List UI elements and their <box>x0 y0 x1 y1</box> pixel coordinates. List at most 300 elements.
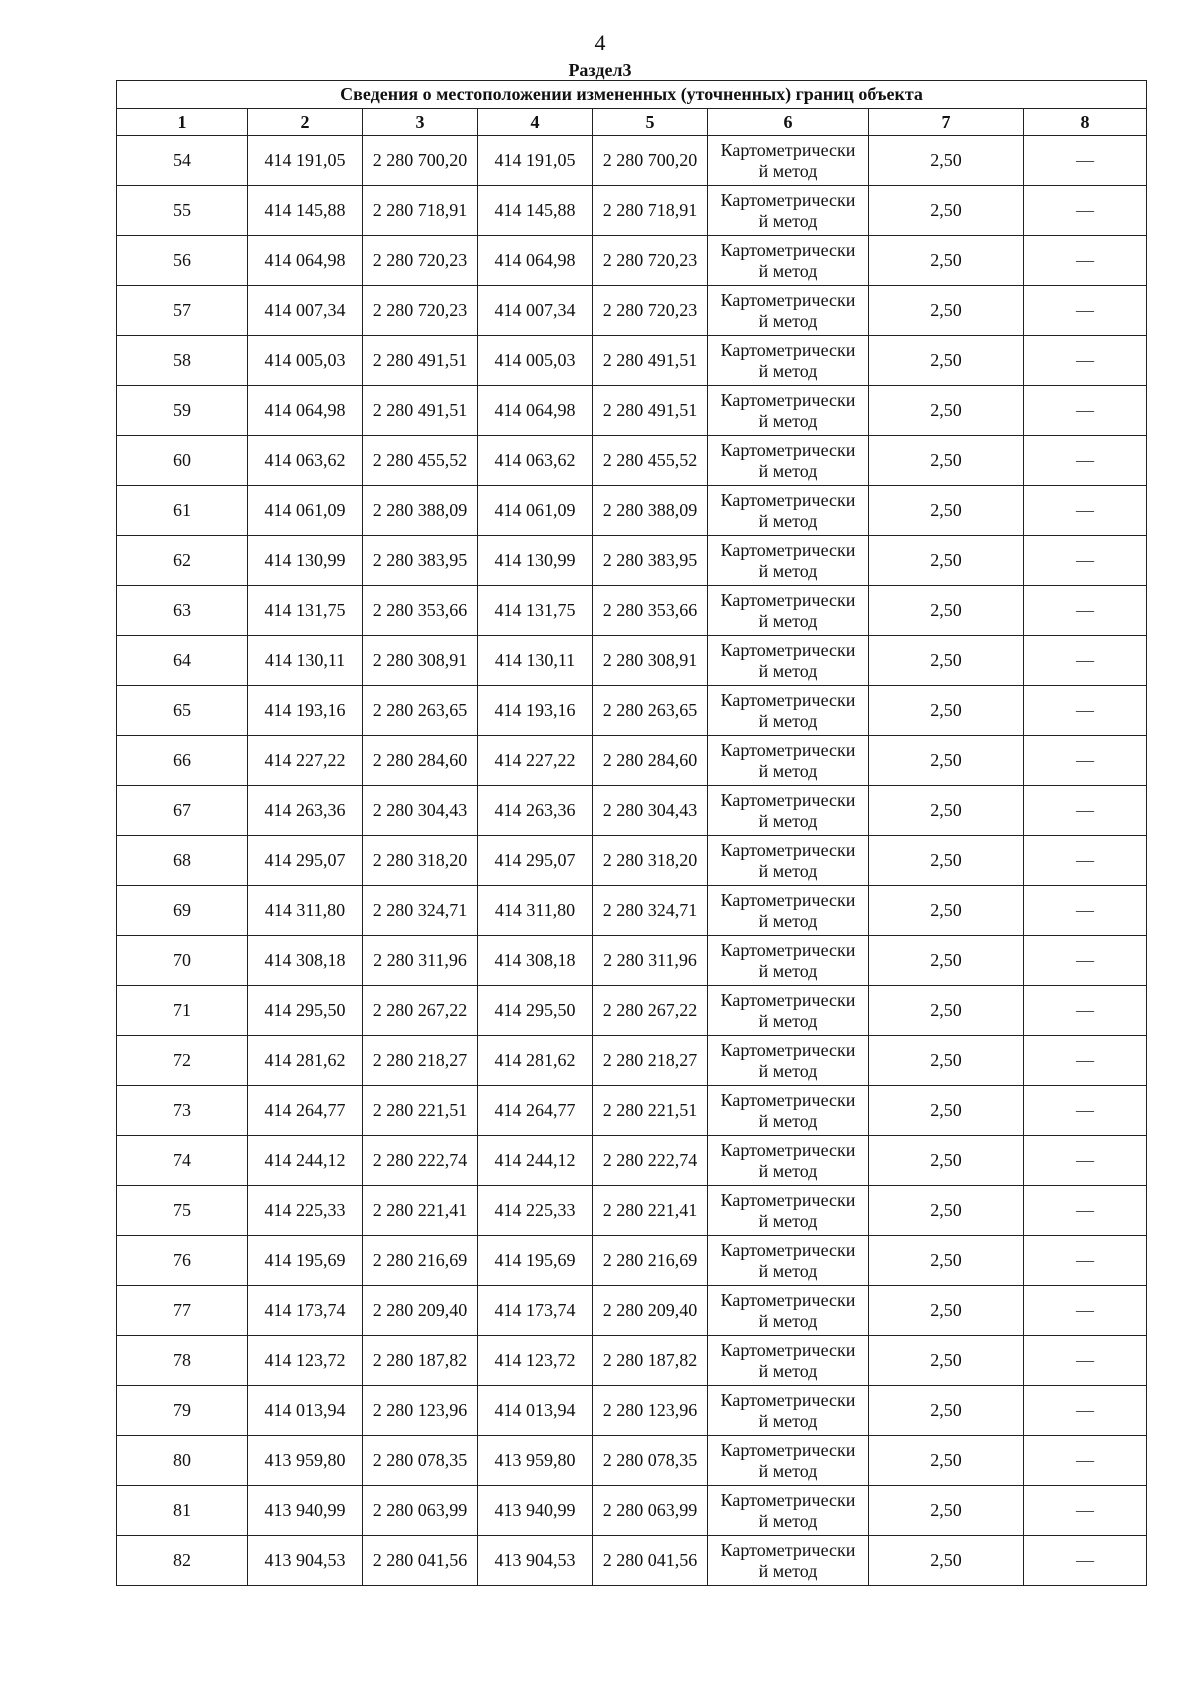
cell-col-4: 413 940,99 <box>478 1486 593 1536</box>
column-header-5: 5 <box>593 109 708 136</box>
cell-col-8: — <box>1024 586 1147 636</box>
method-cell <box>708 286 869 336</box>
cell-col-4: 414 295,50 <box>478 986 593 1036</box>
method-text-line: й метод <box>758 1410 818 1431</box>
method-text-line: Картометрически <box>720 739 856 760</box>
method-cell <box>708 536 869 586</box>
cell-col-8: — <box>1024 1336 1147 1386</box>
cell-col-4: 414 193,16 <box>478 686 593 736</box>
method-text-line: Картометрически <box>720 789 856 810</box>
method-text-line: Картометрически <box>720 189 856 210</box>
cell-col-5: 2 280 491,51 <box>593 336 708 386</box>
table-row <box>117 1186 1147 1236</box>
cell-col-2: 414 311,80 <box>248 886 363 936</box>
cell-col-2: 414 308,18 <box>248 936 363 986</box>
cell-col-3: 2 280 491,51 <box>363 336 478 386</box>
table-row <box>117 1536 1147 1586</box>
column-header-6: 6 <box>708 109 869 136</box>
method-text-line: Картометрически <box>720 1039 856 1060</box>
cell-col-1: 56 <box>117 236 248 286</box>
table-row <box>117 1436 1147 1486</box>
cell-col-3: 2 280 222,74 <box>363 1136 478 1186</box>
cell-col-8: — <box>1024 1436 1147 1486</box>
method-text-line: Картометрически <box>720 1389 856 1410</box>
cell-col-5: 2 280 308,91 <box>593 636 708 686</box>
cell-col-4: 414 123,72 <box>478 1336 593 1386</box>
cell-col-8: — <box>1024 136 1147 186</box>
cell-col-7: 2,50 <box>869 1186 1024 1236</box>
method-cell <box>708 1136 869 1186</box>
cell-col-4: 414 130,99 <box>478 536 593 586</box>
cell-col-2: 414 064,98 <box>248 386 363 436</box>
method-cell <box>708 586 869 636</box>
method-text-line: й метод <box>758 160 818 181</box>
cell-col-2: 414 191,05 <box>248 136 363 186</box>
method-text-line: й метод <box>758 810 818 831</box>
method-text-line: Картометрически <box>720 589 856 610</box>
cell-col-3: 2 280 324,71 <box>363 886 478 936</box>
cell-col-3: 2 280 718,91 <box>363 186 478 236</box>
cell-col-8: — <box>1024 336 1147 386</box>
cell-col-8: — <box>1024 1036 1147 1086</box>
method-text-line: й метод <box>758 210 818 231</box>
method-text-line: й метод <box>758 1560 818 1581</box>
cell-col-5: 2 280 041,56 <box>593 1536 708 1586</box>
cell-col-4: 414 064,98 <box>478 386 593 436</box>
table-row <box>117 1486 1147 1536</box>
method-cell <box>708 1486 869 1536</box>
cell-col-7: 2,50 <box>869 236 1024 286</box>
cell-col-4: 414 061,09 <box>478 486 593 536</box>
cell-col-5: 2 280 267,22 <box>593 986 708 1036</box>
cell-col-2: 414 173,74 <box>248 1286 363 1336</box>
cell-col-7: 2,50 <box>869 1336 1024 1386</box>
cell-col-5: 2 280 455,52 <box>593 436 708 486</box>
method-text-line: Картометрически <box>720 689 856 710</box>
method-text-line: Картометрически <box>720 1489 856 1510</box>
column-header-2: 2 <box>248 109 363 136</box>
method-text-line: й метод <box>758 1060 818 1081</box>
cell-col-5: 2 280 063,99 <box>593 1486 708 1536</box>
cell-col-4: 414 264,77 <box>478 1086 593 1136</box>
cell-col-8: — <box>1024 936 1147 986</box>
column-header-8: 8 <box>1024 109 1147 136</box>
cell-col-2: 414 130,99 <box>248 536 363 586</box>
column-header-3: 3 <box>363 109 478 136</box>
cell-col-1: 72 <box>117 1036 248 1086</box>
table-row <box>117 936 1147 986</box>
cell-col-4: 414 013,94 <box>478 1386 593 1436</box>
table-row <box>117 686 1147 736</box>
method-text-line: й метод <box>758 710 818 731</box>
cell-col-8: — <box>1024 986 1147 1036</box>
cell-col-3: 2 280 123,96 <box>363 1386 478 1436</box>
cell-col-7: 2,50 <box>869 186 1024 236</box>
cell-col-8: — <box>1024 886 1147 936</box>
cell-col-5: 2 280 263,65 <box>593 686 708 736</box>
cell-col-3: 2 280 218,27 <box>363 1036 478 1086</box>
cell-col-1: 78 <box>117 1336 248 1386</box>
cell-col-5: 2 280 491,51 <box>593 386 708 436</box>
cell-col-2: 414 263,36 <box>248 786 363 836</box>
cell-col-8: — <box>1024 1186 1147 1236</box>
cell-col-7: 2,50 <box>869 1136 1024 1186</box>
cell-col-4: 414 263,36 <box>478 786 593 836</box>
method-text-line: Картометрически <box>720 289 856 310</box>
method-cell <box>708 186 869 236</box>
method-text-line: й метод <box>758 1360 818 1381</box>
table-caption-row <box>117 81 1147 109</box>
cell-col-7: 2,50 <box>869 1286 1024 1336</box>
cell-col-1: 69 <box>117 886 248 936</box>
cell-col-8: — <box>1024 386 1147 436</box>
cell-col-4: 414 195,69 <box>478 1236 593 1286</box>
cell-col-5: 2 280 304,43 <box>593 786 708 836</box>
cell-col-5: 2 280 388,09 <box>593 486 708 536</box>
method-text-line: й метод <box>758 560 818 581</box>
cell-col-8: — <box>1024 1236 1147 1286</box>
table-row <box>117 286 1147 336</box>
cell-col-2: 413 959,80 <box>248 1436 363 1486</box>
cell-col-4: 414 064,98 <box>478 236 593 286</box>
cell-col-2: 414 005,03 <box>248 336 363 386</box>
method-cell <box>708 1386 869 1436</box>
cell-col-3: 2 280 353,66 <box>363 586 478 636</box>
cell-col-4: 414 227,22 <box>478 736 593 786</box>
cell-col-3: 2 280 187,82 <box>363 1336 478 1386</box>
method-text-line: й метод <box>758 1210 818 1231</box>
cell-col-1: 70 <box>117 936 248 986</box>
method-text-line: Картометрически <box>720 989 856 1010</box>
cell-col-3: 2 280 263,65 <box>363 686 478 736</box>
method-text-line: й метод <box>758 910 818 931</box>
cell-col-7: 2,50 <box>869 436 1024 486</box>
method-text-line: й метод <box>758 360 818 381</box>
cell-col-1: 71 <box>117 986 248 1036</box>
cell-col-1: 58 <box>117 336 248 386</box>
cell-col-8: — <box>1024 686 1147 736</box>
cell-col-3: 2 280 455,52 <box>363 436 478 486</box>
cell-col-8: — <box>1024 286 1147 336</box>
cell-col-7: 2,50 <box>869 486 1024 536</box>
method-cell <box>708 1236 869 1286</box>
method-text-line: Картометрически <box>720 839 856 860</box>
cell-col-7: 2,50 <box>869 786 1024 836</box>
cell-col-2: 414 063,62 <box>248 436 363 486</box>
method-text-line: Картометрически <box>720 1289 856 1310</box>
method-text-line: й метод <box>758 410 818 431</box>
method-text-line: й метод <box>758 1110 818 1131</box>
section-title: Раздел3 <box>568 60 632 80</box>
cell-col-8: — <box>1024 1286 1147 1336</box>
cell-col-5: 2 280 311,96 <box>593 936 708 986</box>
cell-col-1: 62 <box>117 536 248 586</box>
cell-col-3: 2 280 720,23 <box>363 236 478 286</box>
method-text-line: й метод <box>758 1010 818 1031</box>
cell-col-2: 414 007,34 <box>248 286 363 336</box>
cell-col-4: 414 308,18 <box>478 936 593 986</box>
method-text-line: й метод <box>758 1160 818 1181</box>
method-cell <box>708 1186 869 1236</box>
table-row <box>117 436 1147 486</box>
method-cell <box>708 236 869 286</box>
cell-col-7: 2,50 <box>869 536 1024 586</box>
cell-col-4: 414 244,12 <box>478 1136 593 1186</box>
cell-col-2: 414 295,50 <box>248 986 363 1036</box>
cell-col-7: 2,50 <box>869 1236 1024 1286</box>
method-cell <box>708 336 869 386</box>
table-row <box>117 486 1147 536</box>
method-cell <box>708 1286 869 1336</box>
table-caption: Сведения о местоположении измененных (уточненных) границ объекта <box>117 81 1147 109</box>
cell-col-8: — <box>1024 1536 1147 1586</box>
table-row <box>117 1286 1147 1336</box>
cell-col-3: 2 280 700,20 <box>363 136 478 186</box>
cell-col-7: 2,50 <box>869 136 1024 186</box>
cell-col-1: 76 <box>117 1236 248 1286</box>
cell-col-8: — <box>1024 186 1147 236</box>
method-cell <box>708 1436 869 1486</box>
cell-col-4: 414 131,75 <box>478 586 593 636</box>
cell-col-1: 63 <box>117 586 248 636</box>
cell-col-1: 61 <box>117 486 248 536</box>
cell-col-8: — <box>1024 536 1147 586</box>
cell-col-3: 2 280 267,22 <box>363 986 478 1036</box>
cell-col-1: 77 <box>117 1286 248 1336</box>
table-row <box>117 586 1147 636</box>
method-text-line: й метод <box>758 1260 818 1281</box>
method-text-line: Картометрически <box>720 539 856 560</box>
cell-col-5: 2 280 353,66 <box>593 586 708 636</box>
cell-col-4: 414 130,11 <box>478 636 593 686</box>
method-cell <box>708 436 869 486</box>
table-row <box>117 636 1147 686</box>
cell-col-1: 65 <box>117 686 248 736</box>
cell-col-5: 2 280 222,74 <box>593 1136 708 1186</box>
cell-col-3: 2 280 209,40 <box>363 1286 478 1336</box>
method-cell <box>708 986 869 1036</box>
method-text-line: Картометрически <box>720 1339 856 1360</box>
method-text-line: Картометрически <box>720 939 856 960</box>
cell-col-3: 2 280 221,51 <box>363 1086 478 1136</box>
method-text-line: й метод <box>758 610 818 631</box>
table-row <box>117 1236 1147 1286</box>
method-cell <box>708 936 869 986</box>
cell-col-5: 2 280 123,96 <box>593 1386 708 1436</box>
method-text-line: й метод <box>758 1460 818 1481</box>
method-text-line: й метод <box>758 760 818 781</box>
table-row <box>117 1036 1147 1086</box>
method-text-line: Картометрически <box>720 639 856 660</box>
cell-col-1: 60 <box>117 436 248 486</box>
cell-col-5: 2 280 700,20 <box>593 136 708 186</box>
cell-col-8: — <box>1024 786 1147 836</box>
method-text-line: Картометрически <box>720 139 856 160</box>
cell-col-3: 2 280 491,51 <box>363 386 478 436</box>
method-cell <box>708 1336 869 1386</box>
cell-col-7: 2,50 <box>869 836 1024 886</box>
table-row <box>117 336 1147 386</box>
cell-col-1: 59 <box>117 386 248 436</box>
method-text-line: Картометрически <box>720 1139 856 1160</box>
column-header-row <box>117 109 1147 136</box>
table-row <box>117 886 1147 936</box>
cell-col-2: 414 130,11 <box>248 636 363 686</box>
table-row <box>117 736 1147 786</box>
cell-col-7: 2,50 <box>869 586 1024 636</box>
cell-col-3: 2 280 720,23 <box>363 286 478 336</box>
cell-col-7: 2,50 <box>869 386 1024 436</box>
method-text-line: й метод <box>758 510 818 531</box>
cell-col-3: 2 280 041,56 <box>363 1536 478 1586</box>
cell-col-2: 413 904,53 <box>248 1536 363 1586</box>
cell-col-8: — <box>1024 436 1147 486</box>
cell-col-3: 2 280 383,95 <box>363 536 478 586</box>
cell-col-5: 2 280 720,23 <box>593 286 708 336</box>
table-row <box>117 1336 1147 1386</box>
cell-col-1: 54 <box>117 136 248 186</box>
cell-col-4: 414 173,74 <box>478 1286 593 1336</box>
cell-col-4: 414 225,33 <box>478 1186 593 1236</box>
cell-col-4: 413 904,53 <box>478 1536 593 1586</box>
cell-col-7: 2,50 <box>869 736 1024 786</box>
method-text-line: Картометрически <box>720 1189 856 1210</box>
cell-col-8: — <box>1024 1136 1147 1186</box>
cell-col-1: 57 <box>117 286 248 336</box>
method-cell <box>708 636 869 686</box>
table-row <box>117 1136 1147 1186</box>
method-cell <box>708 386 869 436</box>
cell-col-1: 67 <box>117 786 248 836</box>
cell-col-3: 2 280 318,20 <box>363 836 478 886</box>
method-text-line: й метод <box>758 1310 818 1331</box>
table-row <box>117 386 1147 436</box>
method-text-line: Картометрически <box>720 339 856 360</box>
cell-col-3: 2 280 304,43 <box>363 786 478 836</box>
cell-col-4: 414 063,62 <box>478 436 593 486</box>
page-number: 4 <box>594 30 606 55</box>
cell-col-8: — <box>1024 486 1147 536</box>
cell-col-4: 414 145,88 <box>478 186 593 236</box>
method-text-line: й метод <box>758 660 818 681</box>
method-text-line: й метод <box>758 960 818 981</box>
cell-col-7: 2,50 <box>869 1436 1024 1486</box>
cell-col-5: 2 280 720,23 <box>593 236 708 286</box>
table-row <box>117 136 1147 186</box>
table-row <box>117 186 1147 236</box>
method-text-line: й метод <box>758 860 818 881</box>
cell-col-7: 2,50 <box>869 686 1024 736</box>
method-cell <box>708 136 869 186</box>
table-row <box>117 986 1147 1036</box>
table-row <box>117 536 1147 586</box>
cell-col-4: 413 959,80 <box>478 1436 593 1486</box>
cell-col-3: 2 280 216,69 <box>363 1236 478 1286</box>
cell-col-1: 79 <box>117 1386 248 1436</box>
cell-col-8: — <box>1024 236 1147 286</box>
cell-col-2: 414 131,75 <box>248 586 363 636</box>
cell-col-8: — <box>1024 1486 1147 1536</box>
cell-col-3: 2 280 284,60 <box>363 736 478 786</box>
cell-col-1: 66 <box>117 736 248 786</box>
cell-col-3: 2 280 078,35 <box>363 1436 478 1486</box>
cell-col-5: 2 280 221,51 <box>593 1086 708 1136</box>
column-header-1: 1 <box>117 109 248 136</box>
table-row <box>117 786 1147 836</box>
cell-col-5: 2 280 218,27 <box>593 1036 708 1086</box>
cell-col-3: 2 280 308,91 <box>363 636 478 686</box>
cell-col-1: 64 <box>117 636 248 686</box>
cell-col-1: 80 <box>117 1436 248 1486</box>
table-row <box>117 236 1147 286</box>
column-header-4: 4 <box>478 109 593 136</box>
method-cell <box>708 736 869 786</box>
column-header-7: 7 <box>869 109 1024 136</box>
method-cell <box>708 486 869 536</box>
cell-col-2: 414 064,98 <box>248 236 363 286</box>
cell-col-5: 2 280 078,35 <box>593 1436 708 1486</box>
cell-col-5: 2 280 318,20 <box>593 836 708 886</box>
cell-col-4: 414 005,03 <box>478 336 593 386</box>
cell-col-7: 2,50 <box>869 1036 1024 1086</box>
cell-col-7: 2,50 <box>869 636 1024 686</box>
cell-col-7: 2,50 <box>869 886 1024 936</box>
cell-col-7: 2,50 <box>869 1486 1024 1536</box>
method-cell <box>708 1086 869 1136</box>
cell-col-1: 75 <box>117 1186 248 1236</box>
method-text-line: Картометрически <box>720 1439 856 1460</box>
method-text-line: й метод <box>758 1510 818 1531</box>
cell-col-5: 2 280 216,69 <box>593 1236 708 1286</box>
cell-col-1: 68 <box>117 836 248 886</box>
cell-col-2: 414 145,88 <box>248 186 363 236</box>
cell-col-5: 2 280 187,82 <box>593 1336 708 1386</box>
cell-col-2: 414 193,16 <box>248 686 363 736</box>
cell-col-7: 2,50 <box>869 286 1024 336</box>
cell-col-3: 2 280 311,96 <box>363 936 478 986</box>
cell-col-1: 81 <box>117 1486 248 1536</box>
cell-col-5: 2 280 718,91 <box>593 186 708 236</box>
cell-col-4: 414 281,62 <box>478 1036 593 1086</box>
cell-col-3: 2 280 388,09 <box>363 486 478 536</box>
cell-col-8: — <box>1024 1086 1147 1136</box>
cell-col-5: 2 280 284,60 <box>593 736 708 786</box>
cell-col-4: 414 007,34 <box>478 286 593 336</box>
table-row <box>117 1386 1147 1436</box>
method-text-line: Картометрически <box>720 1539 856 1560</box>
method-cell <box>708 836 869 886</box>
cell-col-8: — <box>1024 636 1147 686</box>
method-text-line: Картометрически <box>720 889 856 910</box>
cell-col-2: 414 264,77 <box>248 1086 363 1136</box>
cell-col-3: 2 280 221,41 <box>363 1186 478 1236</box>
table-row <box>117 836 1147 886</box>
cell-col-2: 414 244,12 <box>248 1136 363 1186</box>
cell-col-7: 2,50 <box>869 1386 1024 1436</box>
cell-col-7: 2,50 <box>869 1086 1024 1136</box>
method-text-line: Картометрически <box>720 489 856 510</box>
method-text-line: й метод <box>758 260 818 281</box>
method-text-line: й метод <box>758 460 818 481</box>
cell-col-4: 414 295,07 <box>478 836 593 886</box>
cell-col-7: 2,50 <box>869 986 1024 1036</box>
cell-col-1: 73 <box>117 1086 248 1136</box>
cell-col-2: 414 281,62 <box>248 1036 363 1086</box>
cell-col-2: 414 225,33 <box>248 1186 363 1236</box>
cell-col-2: 414 227,22 <box>248 736 363 786</box>
method-cell <box>708 786 869 836</box>
table-row <box>117 1086 1147 1136</box>
